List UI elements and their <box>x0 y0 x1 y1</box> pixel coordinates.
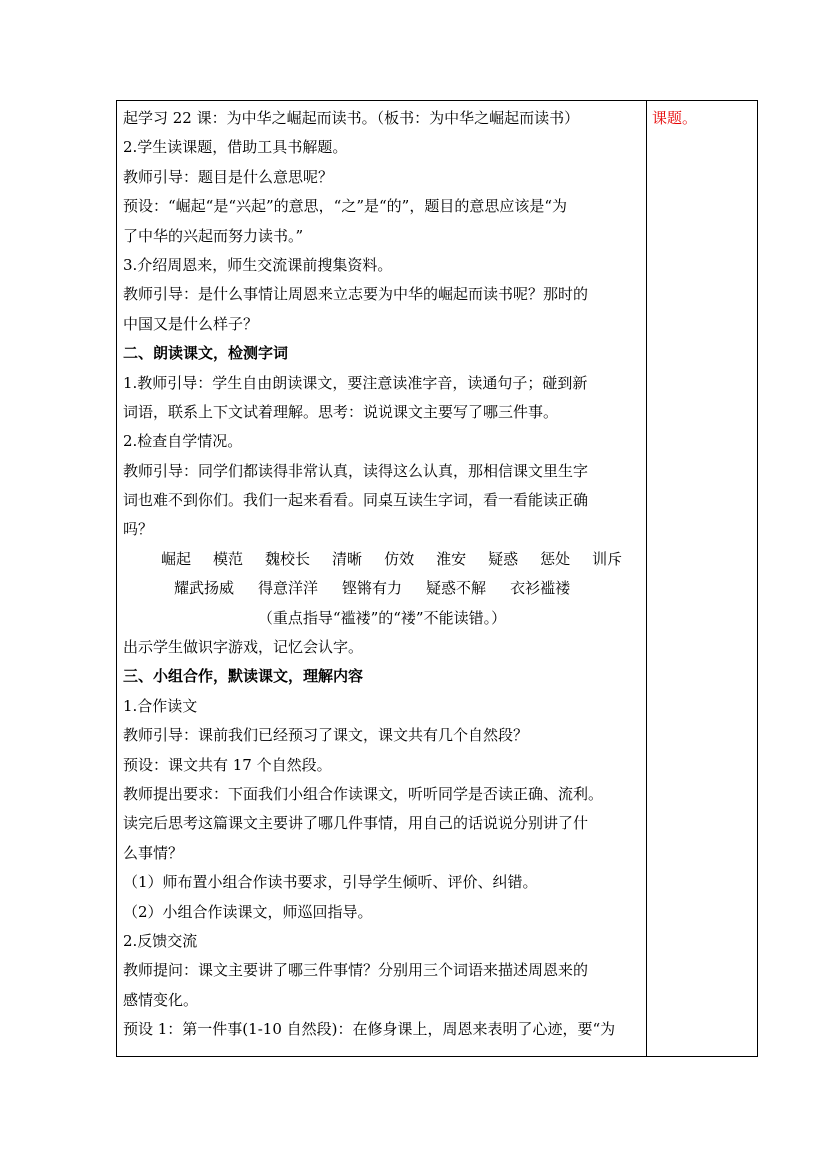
text-line: 教师引导：课前我们已经预习了课文，课文共有几个自然段？ <box>123 726 529 745</box>
text-line: 词也难不到你们。我们一起来看看。同桌互读生字词，看一看能读正确 <box>123 491 589 510</box>
text-line: 出示学生做识字游戏，记忆会认字。 <box>123 638 364 657</box>
text-line: 教师引导：是什么事情让周恩来立志要为中华的崛起而读书呢？那时的 <box>123 285 589 304</box>
vocab-word: 仿效 <box>384 549 415 568</box>
text-line: 1.教师引导：学生自由朗读课文，要注意读准字音，读通句子；碰到新 <box>123 373 588 392</box>
vocab-phrase: 铿锵有力 <box>342 579 403 598</box>
lesson-table <box>116 100 758 1057</box>
text-line: 教师引导：题目是什么意思呢？ <box>123 167 334 186</box>
text-line: 2.检查自学情况。 <box>123 432 243 451</box>
text-line: 起学习 22 课：为中华之崛起而读书。（板书：为中华之崛起而读书） <box>123 109 580 127</box>
vocab-word: 惩处 <box>540 549 571 568</box>
text-line: （1）师布置小组合作读书要求，引导学生倾听、评价、纠错。 <box>123 873 538 892</box>
teaching-process-column <box>123 104 641 1045</box>
text-line: 中国又是什么样子？ <box>123 314 259 333</box>
text-line: 2.反馈交流 <box>123 931 198 950</box>
vocab-word: 清晰 <box>332 549 363 568</box>
text-line: 教师提出要求：下面我们小组合作读课文，听听同学是否读正确、流利。 <box>123 784 604 803</box>
vocab-word: 淮安 <box>436 549 467 568</box>
vocab-word: 训斥 <box>592 549 623 568</box>
text-line: 感情变化。 <box>123 990 199 1009</box>
text-line: 1.合作读文 <box>123 696 198 715</box>
notes-column <box>652 104 752 133</box>
vocab-word: 疑惑 <box>488 549 519 568</box>
text-line: 预设：课文共有 17 个自然段。 <box>123 755 332 774</box>
vocab-word: 模范 <box>213 549 244 568</box>
text-line: 了中华的兴起而努力读书。” <box>123 226 304 245</box>
vocab-phrase: 疑惑不解 <box>426 579 487 598</box>
section-heading: 三、小组合作，默读课文，理解内容 <box>123 667 364 686</box>
column-divider <box>646 101 647 1056</box>
text-line: 教师提问：课文主要讲了哪三件事情？分别用三个词语来描述周恩来的 <box>123 961 589 980</box>
vocab-word: 魏校长 <box>265 549 311 568</box>
vocab-word: 崛起 <box>161 549 192 568</box>
text-line: 预设 1：第一件事(1-10 自然段)：在修身课上，周恩来表明了心迹，要“为 <box>123 1020 616 1039</box>
text-line: 词语，联系上下文试着理解。思考：说说课文主要写了哪三件事。 <box>123 402 559 421</box>
vocab-phrase: 得意洋洋 <box>258 579 319 598</box>
text-line: 吗？ <box>123 520 154 539</box>
text-line: 2.学生读课题，借助工具书解题。 <box>123 138 348 157</box>
vocab-row <box>123 574 641 603</box>
text-line: （2）小组合作读课文，师巡回指导。 <box>123 902 373 921</box>
text-line: 读完后思考这篇课文主要讲了哪几件事情，用自己的话说说分别讲了什 <box>123 814 589 833</box>
text-line: 预设：“崛起“是“兴起”的意思，“之”是“的”，题目的意思应该是“为 <box>123 197 568 216</box>
vocab-phrase: 耀武扬威 <box>174 579 235 598</box>
pronunciation-note: （重点指导“褴褛”的“褛”不能读错。） <box>257 608 507 627</box>
text-line: 3.介绍周恩来，师生交流课前搜集资料。 <box>123 255 393 274</box>
vocab-phrase: 衣衫褴褛 <box>510 579 571 598</box>
vocab-row <box>123 545 641 574</box>
text-line: 教师引导：同学们都读得非常认真，读得这么认真，那相信课文里生字 <box>123 461 589 480</box>
design-note: 课题。 <box>652 109 698 127</box>
section-heading: 二、朗读课文，检测字词 <box>123 344 289 363</box>
text-line: 么事情？ <box>123 843 184 862</box>
